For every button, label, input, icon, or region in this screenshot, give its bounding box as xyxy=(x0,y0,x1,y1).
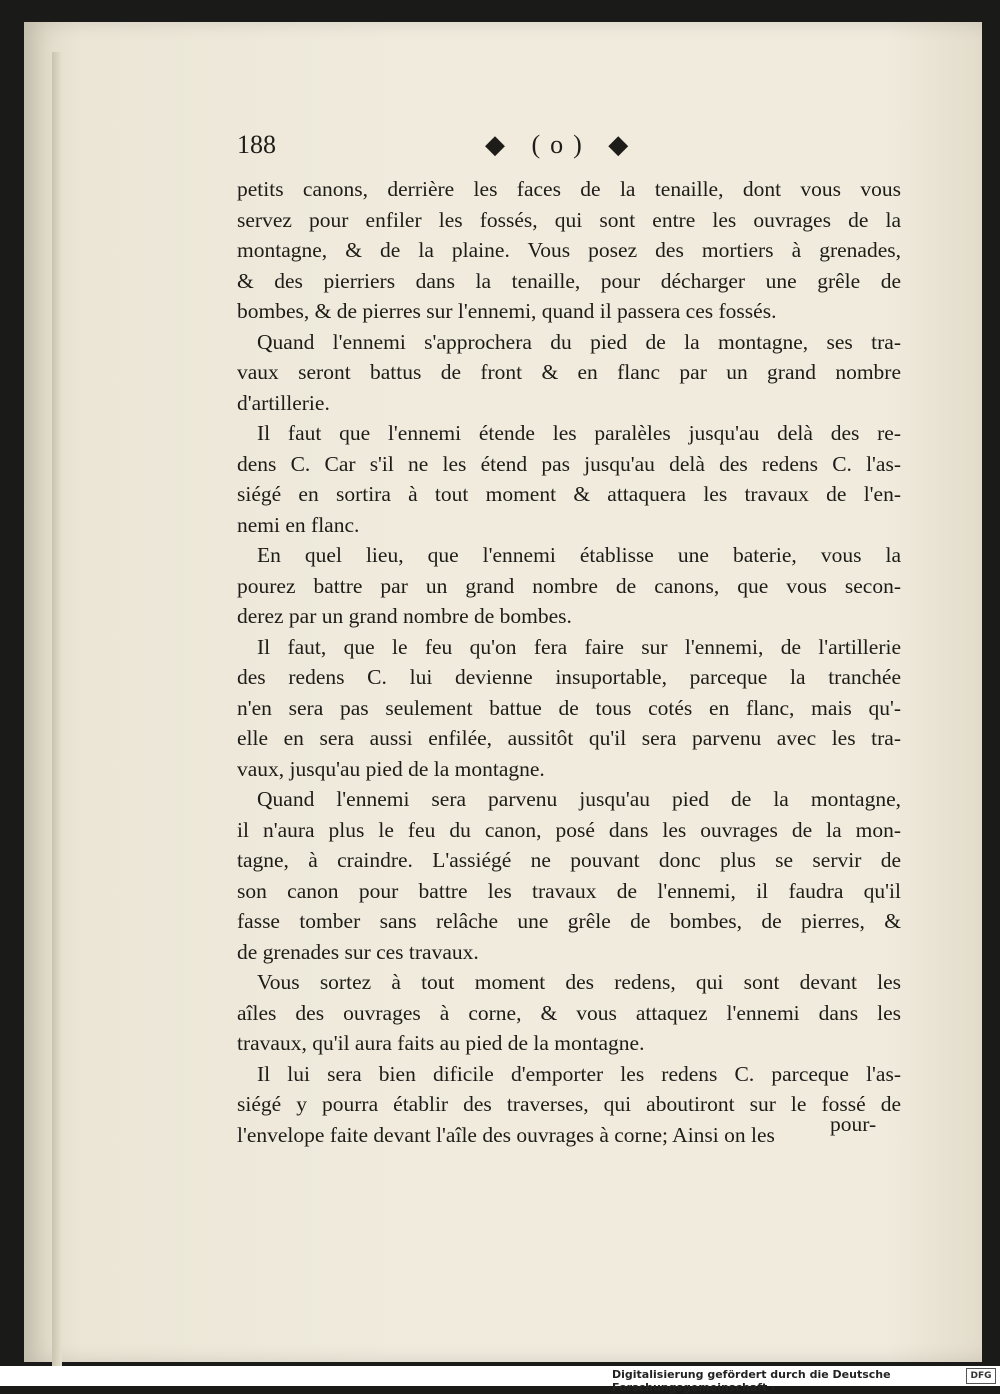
text-line: elle en sera aussi enfilée, aussitôt qu'il sera parvenu avec les tra- xyxy=(237,726,901,750)
text-line: pourez battre par un grand nombre de canons, que vous secon- xyxy=(237,573,901,598)
text-line: de grenades sur ces travaux. xyxy=(237,939,479,964)
dfg-logo: DFG xyxy=(966,1368,996,1384)
page-number: 188 xyxy=(237,130,276,159)
text-line: dens C. Car s'il ne les étend pas jusqu'au delà des redens C. l'as- xyxy=(237,451,901,476)
text-line: son canon pour battre les travaux de l'ennemi, il faudra qu'il xyxy=(237,878,901,903)
text-line: nemi en flanc. xyxy=(237,512,360,537)
page-gutter xyxy=(52,52,62,1372)
text-line: des redens C. lui devienne insuportable, parceque la tranchée xyxy=(237,665,901,689)
text-line: Il lui sera bien dificile d'emporter les redens C. parceque l'as- xyxy=(257,1061,901,1086)
digitization-footer xyxy=(0,1366,1000,1394)
text-line: servez pour enfiler les fossés, qui sont entre les ouvrages de la xyxy=(237,207,901,232)
text-line: siégé y pourra établir des traverses, qui aboutiront sur le fossé de xyxy=(237,1092,901,1116)
text-line: siégé en sortira à tout moment & attaquera les travaux de l'en- xyxy=(237,482,901,506)
text-line: tagne, à craindre. L'assiégé ne pouvant donc plus se servir de xyxy=(237,848,901,872)
text-line: En quel lieu, que l'ennemi établisse une baterie, vous la xyxy=(257,543,901,567)
funding-credit: Digitalisierung gefördert durch die Deutsche Forschungsgemeinschaft · xyxy=(612,1368,891,1394)
text-line: derez par un grand nombre de bombes. xyxy=(237,604,572,628)
running-head-ornament: ◆ (o) ◆ xyxy=(485,130,639,159)
text-line: il n'aura plus le feu du canon, posé dans les ouvrages de la mon- xyxy=(237,817,901,842)
text-line: Quand l'ennemi sera parvenu jusqu'au pied de la montagne, xyxy=(257,787,901,811)
text-line: l'envelope faite devant l'aîle des ouvrages à corne; Ainsi on les xyxy=(237,1122,775,1147)
text-line: travaux, qu'il aura faits au pied de la montagne. xyxy=(237,1031,645,1055)
text-line: vaux, jusqu'au pied de la montagne. xyxy=(237,756,545,781)
text-line: montagne, & de la plaine. Vous posez des mortiers à grenades, xyxy=(237,238,901,262)
text-line: petits canons, derrière les faces de la tenaille, dont vous vous xyxy=(237,177,901,201)
text-line: & des pierriers dans la tenaille, pour décharger une grêle de xyxy=(237,268,901,293)
text-line: Il faut que l'ennemi étende les paralèles jusqu'au delà des re- xyxy=(257,421,901,445)
text-line: Quand l'ennemi s'approchera du pied de la montagne, ses tra- xyxy=(257,329,901,354)
text-line: fasse tomber sans relâche une grêle de bombes, de pierres, & xyxy=(237,909,901,933)
catchword: pour- xyxy=(830,1112,877,1136)
text-line: bombes, & de pierres sur l'ennemi, quand il passera ces fossés. xyxy=(237,299,777,323)
text-line: vaux seront battus de front & en flanc par un grand nombre xyxy=(237,360,901,384)
text-line: n'en sera pas seulement battue de tous cotés en flanc, mais qu'- xyxy=(237,695,901,720)
text-line: d'artillerie. xyxy=(237,390,330,415)
page-header xyxy=(237,130,897,170)
text-line: aîles des ouvrages à corne, & vous attaquez l'ennemi dans les xyxy=(237,1000,901,1025)
text-line: Il faut, que le feu qu'on fera faire sur l'ennemi, de l'artillerie xyxy=(257,634,901,659)
text-line: Vous sortez à tout moment des redens, qui sont devant les xyxy=(257,970,901,994)
body-text xyxy=(237,174,901,1150)
